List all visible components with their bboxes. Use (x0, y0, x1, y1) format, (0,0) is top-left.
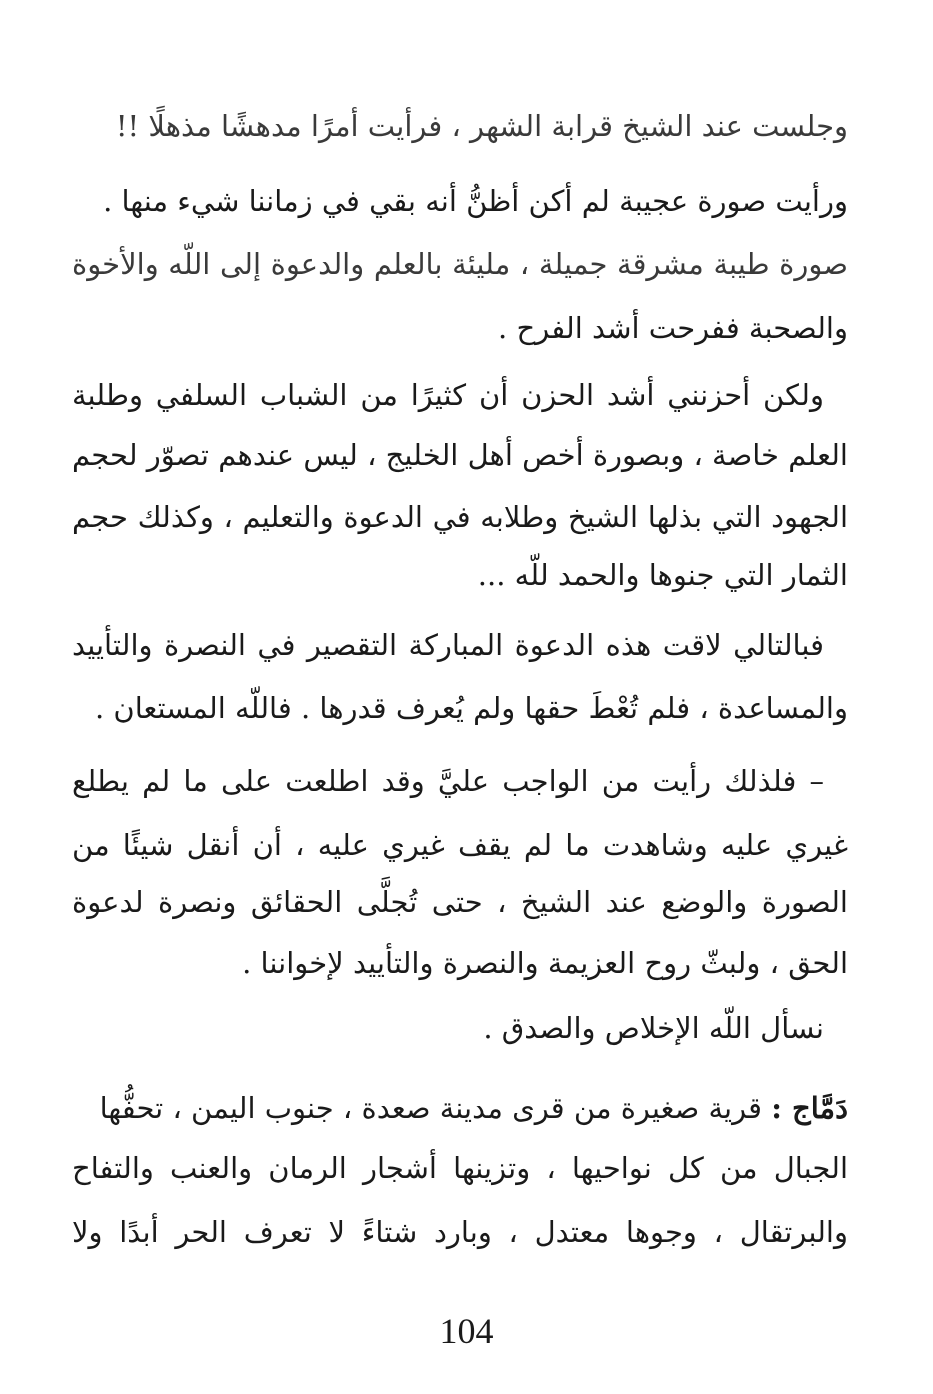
page-number: 104 (439, 1311, 494, 1351)
text-line: ولكن أحزنني أشد الحزن أن كثيرًا من الشباب السلفي وطلبة (72, 378, 824, 412)
footnote-text: قرية صغيرة من قرى مدينة صعدة ، جنوب اليمن ، تحفُّها (99, 1091, 762, 1125)
text-line: الجهود التي بذلها الشيخ وطلابه في الدعوة والتعليم ، وكذلك حجم (72, 500, 848, 534)
text-line: الصورة والوضع عند الشيخ ، حتى تُجلَّى الحقائق ونصرة لدعوة (72, 885, 848, 919)
text-line: والصحبة ففرحت أشد الفرح . (498, 311, 848, 345)
text-line: فبالتالي لاقت هذه الدعوة المباركة التقصير في النصرة والتأييد (72, 628, 824, 662)
text-line: والبرتقال ، وجوها معتدل ، وبارد شتاءً لا تعرف الحر أبدًا ولا (72, 1215, 848, 1249)
text-line: العلم خاصة ، وبصورة أخص أهل الخليج ، ليس عندهم تصوّر لحجم (72, 438, 848, 472)
text-line: نسأل اللّه الإخلاص والصدق . (483, 1011, 824, 1045)
text-line: غيري عليه وشاهدت ما لم يقف غيري عليه ، أن أنقل شيئًا من (72, 828, 848, 862)
text-line: – فلذلك رأيت من الواجب عليَّ وقد اطلعت على ما لم يطلع (72, 764, 824, 798)
text-line: الجبال من كل نواحيها ، وتزينها أشجار الرمان والعنب والتفاح (72, 1151, 848, 1185)
footnote-line (72, 1078, 848, 1138)
footnote-term: دَمَّاج : (771, 1091, 848, 1125)
text-line: صورة طيبة مشرقة جميلة ، مليئة بالعلم والدعوة إلى اللّه والأخوة (72, 247, 848, 281)
text-line: وجلست عند الشيخ قرابة الشهر ، فرأيت أمرًا مدهشًا مذهلًا !! (115, 109, 848, 143)
text-line: ورأيت صورة عجيبة لم أكن أظنُّ أنه بقي في زماننا شيء منها . (103, 184, 848, 218)
text-line: والمساعدة ، فلم تُعْطَ حقها ولم يُعرف قدرها . فاللّه المستعان . (94, 691, 848, 725)
text-line: الثمار التي جنوها والحمد للّه ... (477, 558, 848, 592)
text-line: الحق ، ولبثّ روح العزيمة والنصرة والتأييد لإخواننا . (242, 946, 848, 980)
